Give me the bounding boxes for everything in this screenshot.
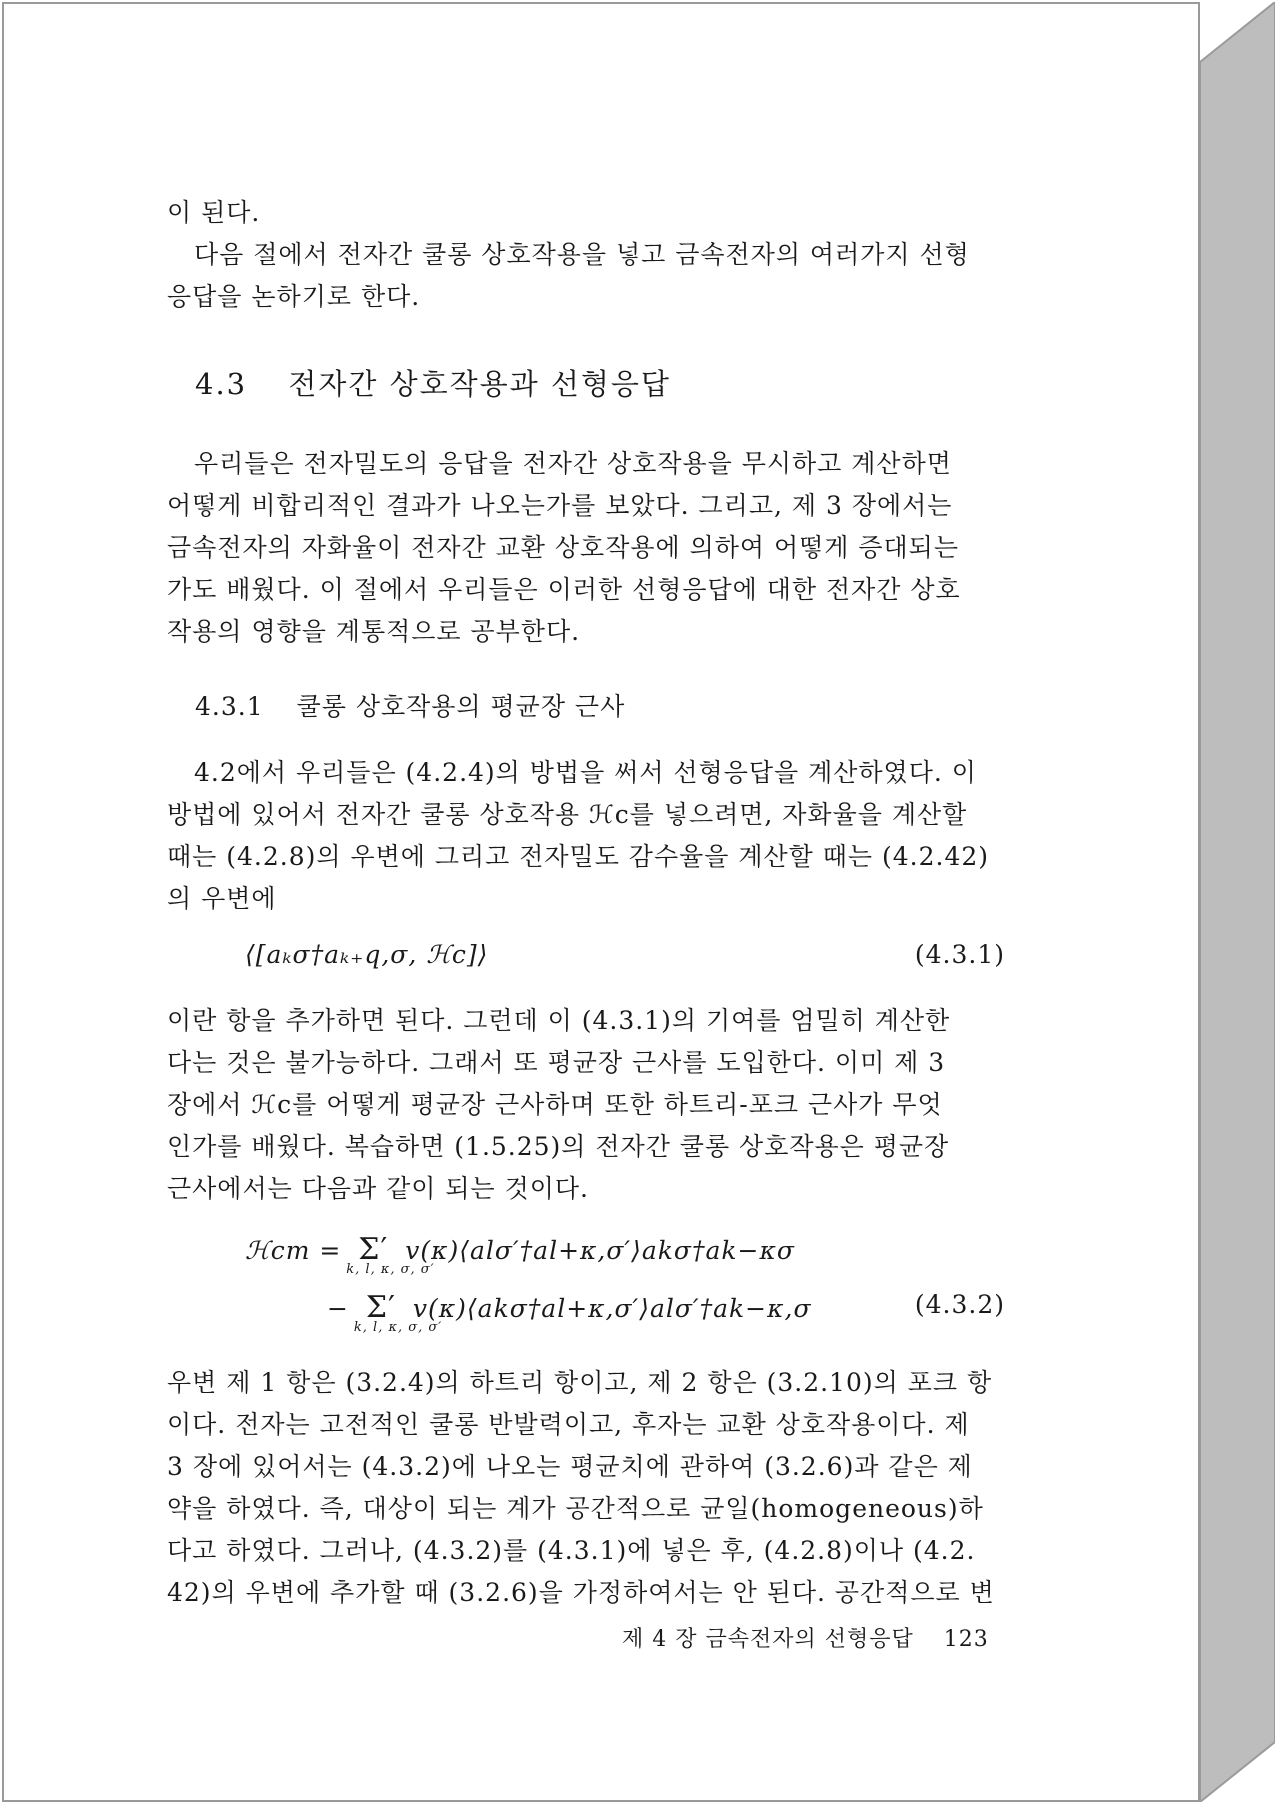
equation-row-1 xyxy=(245,1232,795,1277)
sum-index: k, l, κ, σ, σ′ xyxy=(346,1262,435,1277)
line: 이 된다. xyxy=(167,198,261,227)
sum-sign: Σ′ xyxy=(358,1232,389,1267)
equation-number: (4.3.2) xyxy=(914,1290,1005,1319)
page-content xyxy=(167,192,1035,1614)
paragraph-6 xyxy=(167,1362,1035,1614)
line: 근사에서는 다음과 같이 되는 것이다. xyxy=(167,1174,589,1203)
paragraph-5 xyxy=(167,1000,1035,1210)
line: 의 우변에 xyxy=(167,884,277,913)
section-number: 4.3 xyxy=(195,367,248,401)
sum-index: k, l, κ, σ, σ′ xyxy=(353,1320,443,1335)
paragraph-1 xyxy=(167,192,1035,234)
paragraph-2 xyxy=(167,234,1035,318)
paragraph-4 xyxy=(167,752,1035,920)
line: 4.2에서 우리들은 (4.2.4)의 방법을 써서 선형응답을 계산하였다. 이 xyxy=(194,758,977,787)
equation-4-3-2 xyxy=(167,1218,1035,1348)
minus-sign: − xyxy=(327,1294,349,1323)
line: 우변 제 1 항은 (3.2.4)의 하트리 항이고, 제 2 항은 (3.2.10)의 포크 항 xyxy=(167,1368,993,1397)
equation-term-2: v(κ)⟨akσ†al+κ,σ′⟩alσ′†ak−κ,σ xyxy=(412,1294,812,1323)
line: 다는 것은 불가능하다. 그래서 또 평균장 근사를 도입한다. 이미 제 3 xyxy=(167,1048,946,1077)
line: 다고 하였다. 그러나, (4.3.2)를 (4.3.1)에 넣은 후, (4.2.8)이나 (4.2. xyxy=(167,1536,976,1565)
page-footer xyxy=(622,1622,989,1653)
line: 약을 하였다. 즉, 대상이 되는 계가 공간적으로 균일(homogeneous)하 xyxy=(167,1494,984,1523)
book-side-shadow xyxy=(1200,2,1275,1802)
line: 우리들은 전자밀도의 응답을 전자간 상호작용을 무시하고 계산하면 xyxy=(194,449,952,478)
line: 가도 배웠다. 이 절에서 우리들은 이러한 선형응답에 대한 전자간 상호 xyxy=(167,575,961,604)
line: 금속전자의 자화율이 전자간 교환 상호작용에 의하여 어떻게 증대되는 xyxy=(167,533,959,562)
line: 42)의 우변에 추가할 때 (3.2.6)을 가정하여서는 안 된다. 공간적으로 변 xyxy=(167,1578,995,1607)
page-number: 123 xyxy=(943,1627,989,1652)
sum-symbol xyxy=(346,1232,435,1277)
section-title: 전자간 상호작용과 선형응답 xyxy=(288,367,671,401)
line: 때는 (4.2.8)의 우변에 그리고 전자밀도 감수율을 계산할 때는 (4.2.42) xyxy=(167,842,990,871)
line: 어떻게 비합리적인 결과가 나오는가를 보았다. 그리고, 제 3 장에서는 xyxy=(167,491,953,520)
subsection-title: 쿨롱 상호작용의 평균장 근사 xyxy=(296,692,626,721)
equation-lhs: ℋcm = xyxy=(245,1236,342,1265)
line: 이다. 전자는 고전적인 쿨롱 반발력이고, 후자는 교환 상호작용이다. 제 xyxy=(167,1410,970,1439)
line: 장에서 ℋc를 어떻게 평균장 근사하며 또한 하트리-포크 근사가 무엇 xyxy=(167,1090,943,1119)
sum-symbol xyxy=(353,1290,443,1335)
subsection-number: 4.3.1 xyxy=(195,692,264,721)
line: 다음 절에서 전자간 쿨롱 상호작용을 넣고 금속전자의 여러가지 선형 xyxy=(194,240,970,269)
line: 응답을 논하기로 한다. xyxy=(167,282,421,311)
line: 3 장에 있어서는 (4.3.2)에 나오는 평균치에 관하여 (3.2.6)과 같은 제 xyxy=(167,1452,973,1481)
line: 작용의 영향을 계통적으로 공부한다. xyxy=(167,617,581,646)
section-heading xyxy=(167,362,1035,403)
equation-row-2 xyxy=(327,1290,812,1335)
equation-4-3-1 xyxy=(167,934,1035,982)
equation-body: ⟨[aₖσ†aₖ₊q,σ, ℋc]⟩ xyxy=(245,940,489,969)
line: 이란 항을 추가하면 된다. 그런데 이 (4.3.1)의 기여를 엄밀히 계산한 xyxy=(167,1006,951,1035)
equation-term-1: v(κ)⟨alσ′†al+κ,σ′⟩akσ†ak−κσ xyxy=(405,1236,795,1265)
paragraph-3 xyxy=(167,443,1035,653)
line: 인가를 배웠다. 복습하면 (1.5.25)의 전자간 쿨롱 상호작용은 평균장 xyxy=(167,1132,950,1161)
sum-sign: Σ′ xyxy=(365,1290,396,1325)
running-header: 제 4 장 금속전자의 선형응답 xyxy=(622,1627,914,1652)
line: 방법에 있어서 전자간 쿨롱 상호작용 ℋc를 넣으려면, 자화율을 계산할 xyxy=(167,800,968,829)
equation-number: (4.3.1) xyxy=(914,940,1005,969)
subsection-heading xyxy=(167,687,1035,727)
